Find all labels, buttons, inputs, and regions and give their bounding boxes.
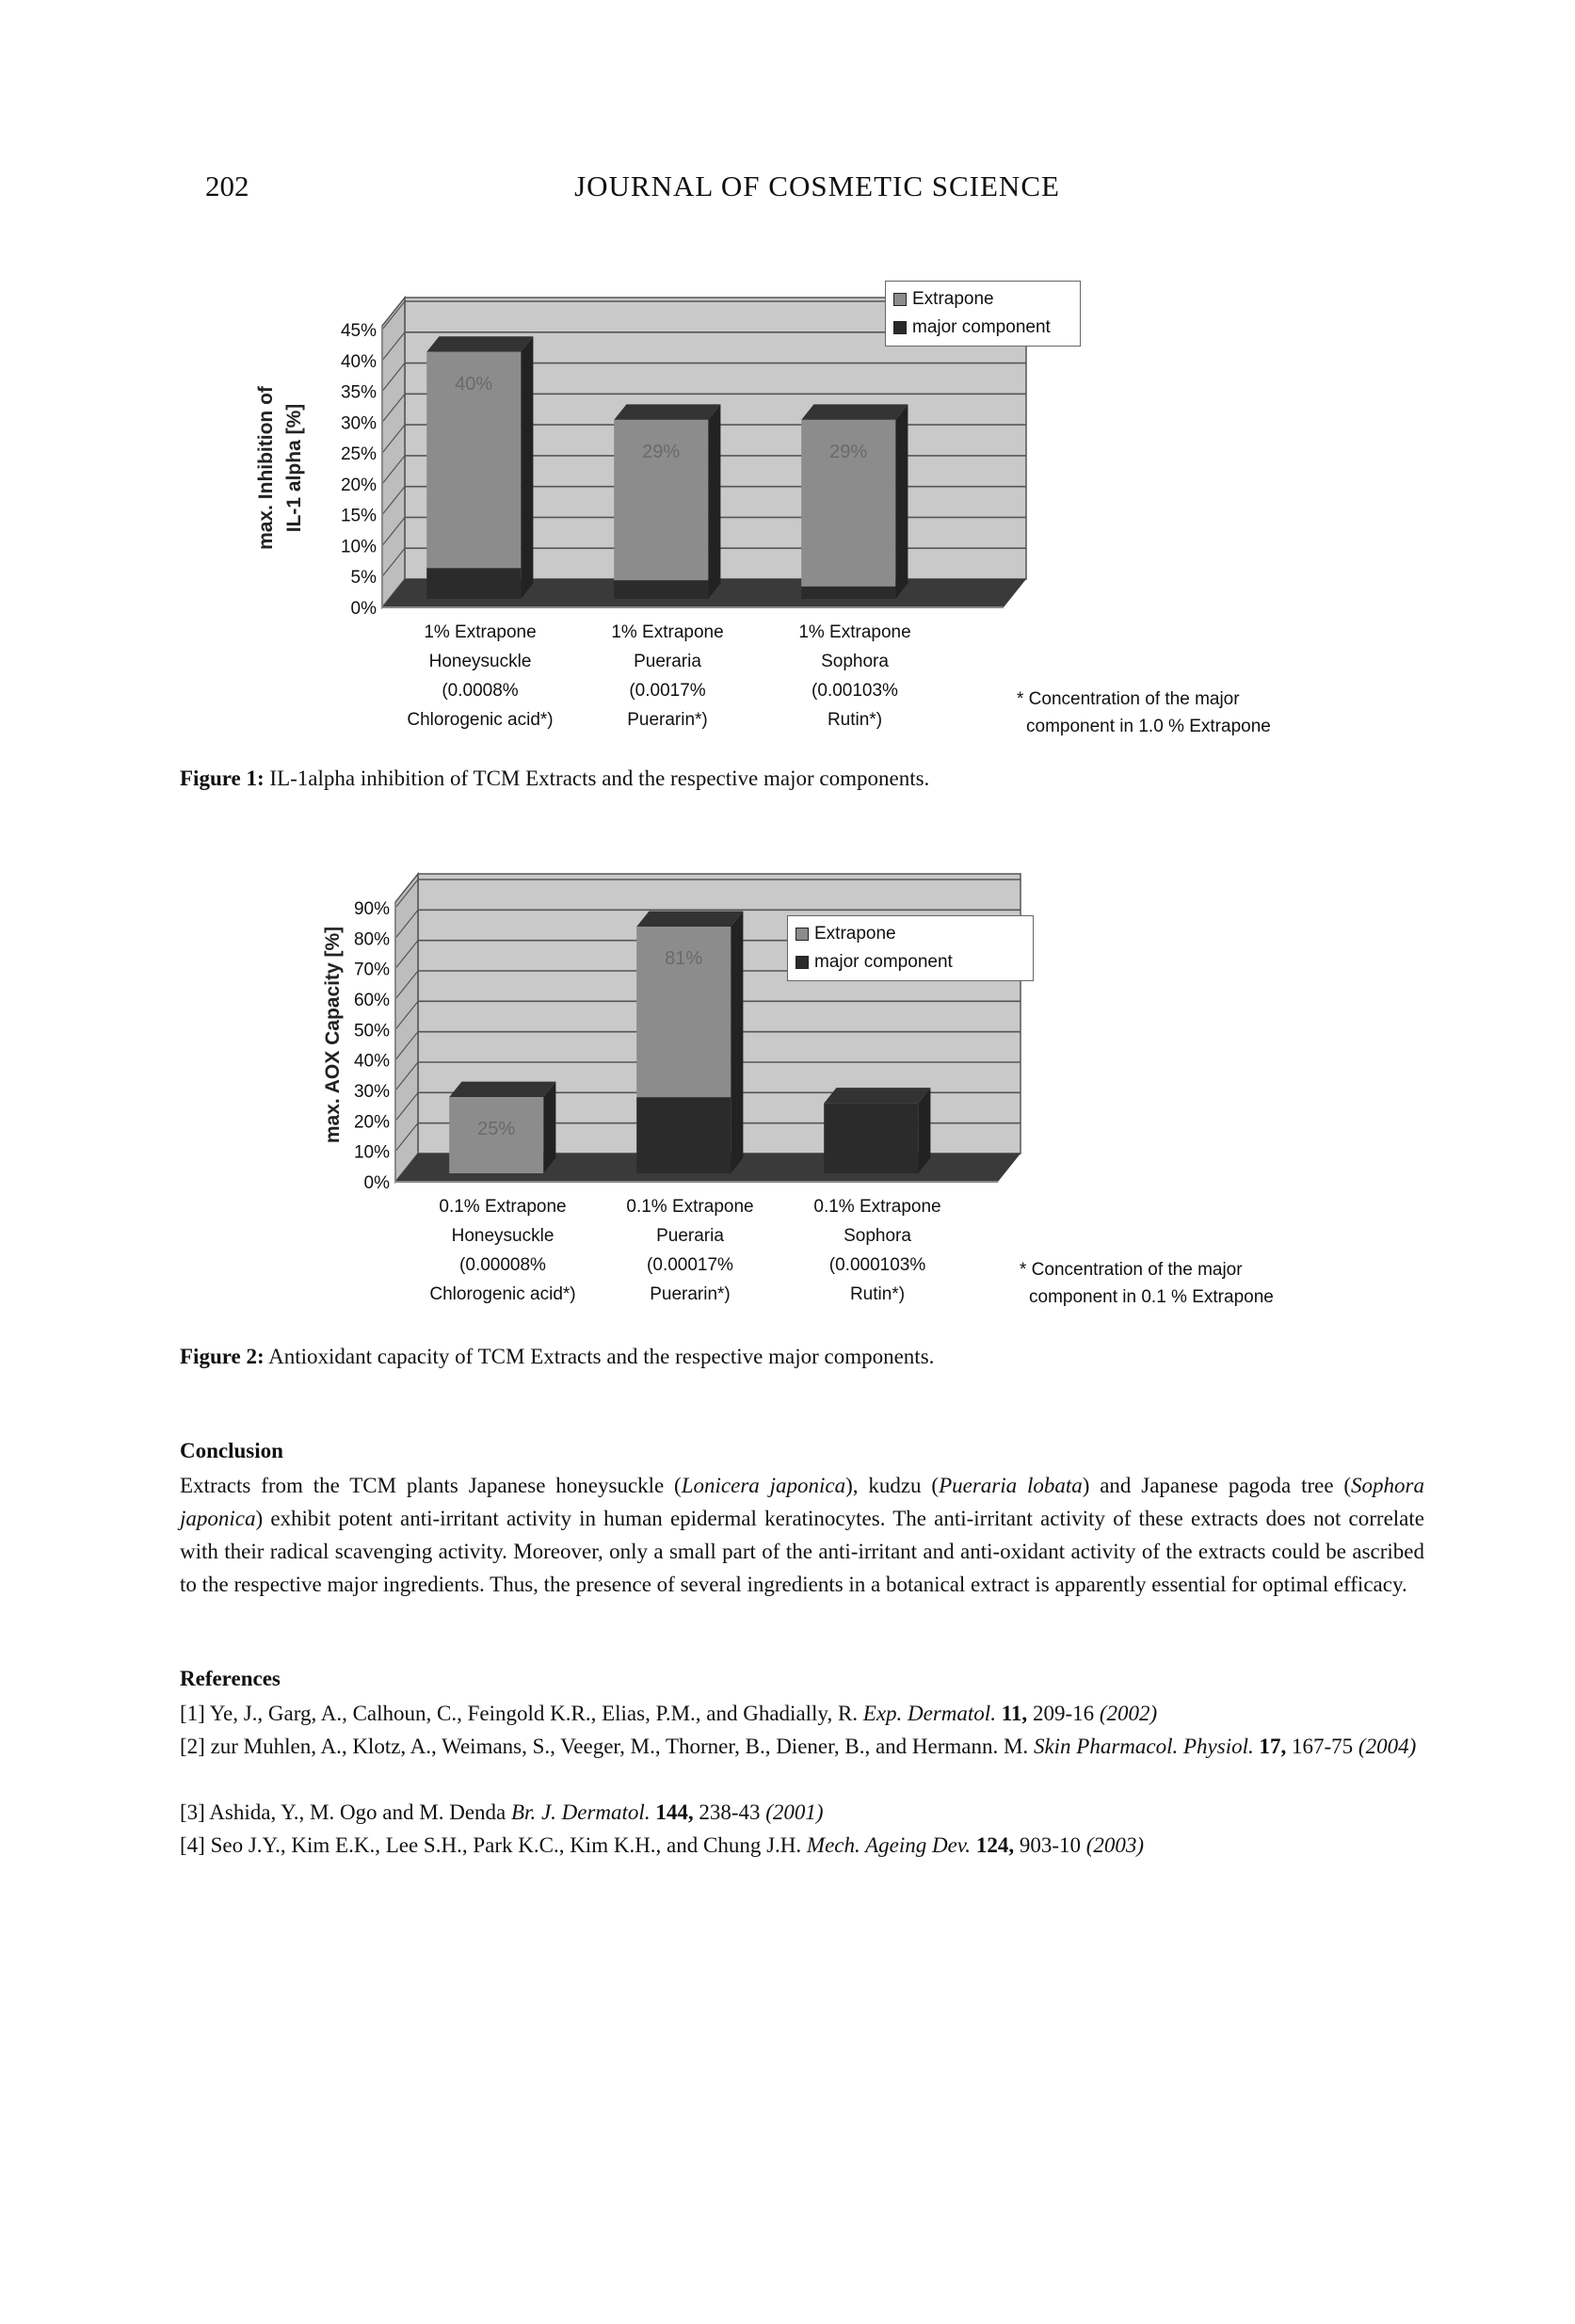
figure-2-y-axis-title xyxy=(319,927,347,1143)
y-tick-label: 0% xyxy=(350,599,377,619)
y-axis-title-line: max. Inhibition of xyxy=(255,386,277,550)
category-label: 0.1% Extrapone Pueraria (0.00017% Puerarin*) xyxy=(626,1197,754,1304)
y-tick-label: 50% xyxy=(353,1021,390,1041)
legend-item-extrapone: Extrapone xyxy=(796,920,1025,948)
y-tick-label: 10% xyxy=(340,537,377,557)
bar-major-component xyxy=(824,1104,918,1173)
y-tick-label: 30% xyxy=(340,413,377,434)
reference-item: [2] zur Muhlen, A., Klotz, A., Weimans, S., Veeger, M., Thorner, B., Diener, B., and Hermann. M. Skin Pharmacol. Physiol. 17, 167-75 (2004) xyxy=(180,1735,1417,1758)
legend-swatch xyxy=(796,956,809,969)
bar-top xyxy=(824,1088,930,1104)
y-tick-label: 40% xyxy=(340,351,377,372)
bar-data-label: 29% xyxy=(642,441,681,462)
y-tick-label: 10% xyxy=(353,1142,390,1163)
y-tick-label: 5% xyxy=(350,568,377,589)
figure-2-caption: Figure 2: Antioxidant capacity of TCM Extracts and the respective major components. xyxy=(180,1345,935,1368)
bar-data-label: 40% xyxy=(455,373,493,395)
conclusion-paragraph: Extracts from the TCM plants Japanese honeysuckle (Lonicera japonica), kudzu (Pueraria lobata) and Japanese pagoda tree (Sophora japonica) exhibit potent anti-irritant activity in human epidermal keratinocytes. The anti-irritant activity of these extracts does not correlate with their radical scavenging activity. Moreover, only a small part of the anti-irritant and anti-oxidant activity of the extracts could be ascribed to the respective major ingredients. Thus, the presence of several ingredients in a botanical extract is apparently essential for optimal efficacy. xyxy=(180,1474,1424,1596)
journal-title: JOURNAL OF COSMETIC SCIENCE xyxy=(574,169,1060,202)
y-tick-label: 30% xyxy=(353,1082,390,1102)
reference-item: [3] Ashida, Y., M. Ogo and M. Denda Br. J. Dermatol. 144, 238-43 (2001) xyxy=(180,1800,824,1824)
reference-item: [1] Ye, J., Garg, A., Calhoun, C., Feingold K.R., Elias, P.M., and Ghadially, R. Exp. Dermatol. 11, 209-16 (2002) xyxy=(180,1702,1158,1725)
y-axis-title-line: max. AOX Capacity [%] xyxy=(322,926,344,1144)
y-tick-label: 0% xyxy=(363,1173,390,1193)
y-tick-label: 20% xyxy=(353,1112,390,1133)
figure-2-legend xyxy=(787,915,1034,981)
y-tick-label: 40% xyxy=(353,1051,390,1072)
legend-item-major-component: major component xyxy=(893,314,1072,342)
bar-top xyxy=(449,1082,555,1098)
bar-data-label: 29% xyxy=(829,441,868,462)
bar-side xyxy=(731,912,743,1173)
legend-swatch xyxy=(796,928,809,941)
y-tick-label: 60% xyxy=(353,991,390,1010)
category-label: 0.1% Extrapone Honeysuckle (0.00008% Chlorogenic acid*) xyxy=(429,1197,576,1304)
y-tick-label: 20% xyxy=(340,475,377,495)
legend-item-extrapone: Extrapone xyxy=(893,285,1072,314)
conclusion-heading: Conclusion xyxy=(180,1439,283,1462)
y-tick-label: 90% xyxy=(353,899,390,919)
side-wall xyxy=(395,874,418,1182)
page-number: 202 xyxy=(205,169,249,202)
bar-side xyxy=(543,1082,555,1173)
y-tick-label: 25% xyxy=(340,444,377,465)
y-tick-label: 80% xyxy=(353,929,390,950)
figure-1-caption: Figure 1: IL-1alpha inhibition of TCM Extracts and the respective major components. xyxy=(180,767,930,790)
legend-item-major-component: major component xyxy=(796,948,1025,976)
category-label: 1% Extrapone Sophora (0.00103% Rutin*) xyxy=(798,622,911,730)
bar-data-label: 25% xyxy=(477,1119,516,1140)
references-heading: References xyxy=(180,1667,281,1690)
bar-major-component xyxy=(636,1097,731,1173)
y-axis-title-line: IL-1 alpha [%] xyxy=(283,403,305,533)
category-label: 1% Extrapone Honeysuckle (0.0008% Chlorogenic acid*) xyxy=(407,622,554,730)
reference-item: [4] Seo J.Y., Kim E.K., Lee S.H., Park K.C., Kim K.H., and Chung J.H. Mech. Ageing Dev. 124, 903-10 (2003) xyxy=(180,1833,1145,1857)
bar-data-label: 81% xyxy=(665,948,703,970)
category-label: 1% Extrapone Pueraria (0.0017% Puerarin*) xyxy=(611,622,724,730)
figure-2-footnote: * Concentration of the major component in 0.1 % Extrapone xyxy=(1020,1260,1274,1307)
y-tick-label: 15% xyxy=(340,506,377,526)
y-tick-label: 70% xyxy=(353,960,390,980)
y-tick-label: 35% xyxy=(340,382,377,403)
category-label: 0.1% Extrapone Sophora (0.000103% Rutin*) xyxy=(813,1197,941,1304)
y-tick-label: 45% xyxy=(340,321,377,341)
figure-1-footnote: * Concentration of the major component in 1.0 % Extrapone xyxy=(1017,689,1271,736)
bar-top xyxy=(636,912,743,928)
